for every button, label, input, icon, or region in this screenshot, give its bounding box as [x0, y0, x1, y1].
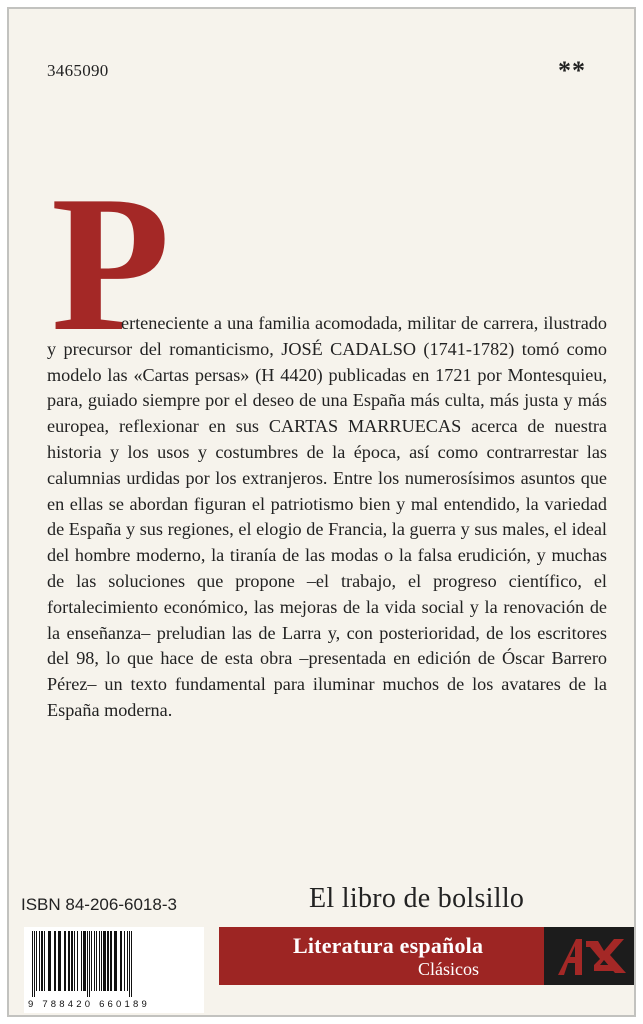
barcode-bar: [77, 931, 78, 991]
series-name: El libro de bolsillo: [309, 883, 525, 914]
barcode-bar: [89, 931, 90, 997]
catalog-number: 3465090: [47, 61, 109, 80]
collection-subtitle: Clásicos: [418, 959, 479, 979]
barcode-bar: [91, 931, 92, 991]
alianza-logo-glyph: [554, 933, 630, 979]
barcode-bar: [99, 931, 100, 991]
rating-mark: **: [558, 56, 586, 85]
barcode-bar: [41, 931, 43, 991]
isbn-label: ISBN 84-206-6018-3: [21, 895, 177, 914]
blurb-text: erteneciente a una familia acomodada, militar de carrera, ilustrado y precursor del romanticismo, JOSÉ CADALSO (1741-1782) tomó como modelo las «Cartas persas» (H 4420) publicadas en 1721 por Montesquieu, para, guiado siempre por el deseo de una España más culta, más justa y más europea, reflexionar en sus CARTAS MARRUECAS acerca de nuestra historia y los usos y costumbres de la época, así como contrarrestar las calumnias urdidas por los extranjeros. Entre los numerosísimos asuntos que en ellas se abordan figuran el patriotismo bien y mal entendido, la variedad de España y sus regiones, el elogio de Francia, la guerra y sus males, el ideal del hombre moderno, la tiranía de las modas o la falsa erudición, y muchas de las soluciones que propone –el trabajo, el progreso científico, el fortalecimiento económico, las mejoras de la vida social y la renovación de la enseñanza– preludian las de Larra y, con posterioridad, de los escritores del 98, lo que hace de esta obra –presentada en edición de Óscar Barrero Pérez– un texto fundamental para iluminar muchos de los avatares de la España moderna.: [47, 313, 607, 720]
barcode-bar: [48, 931, 51, 991]
barcode-bar: [96, 931, 97, 991]
barcode-bar: [34, 931, 35, 997]
barcode-bar: [64, 931, 66, 991]
book-back-cover: [7, 7, 636, 1017]
barcode-bar: [87, 931, 88, 997]
barcode-bar: [120, 931, 122, 991]
barcode-bar: [83, 931, 86, 991]
dropcap-letter: P: [51, 156, 171, 372]
alianza-logo-icon: [544, 927, 636, 985]
barcode-bar: [81, 931, 82, 991]
barcode-digits: 9 788420 660189: [28, 999, 150, 1010]
barcode-bar: [103, 931, 106, 991]
collection-title: Literatura española: [293, 933, 484, 958]
barcode-bar: [101, 931, 102, 991]
collection-band: [219, 927, 636, 985]
blurb-paragraph: [47, 311, 607, 724]
barcode-bar: [44, 931, 45, 991]
ean13-barcode-icon: [30, 931, 198, 997]
barcode-bar: [39, 931, 40, 991]
barcode-bar: [71, 931, 73, 991]
barcode-bar: [131, 931, 132, 997]
barcode-bar: [107, 931, 109, 991]
barcode-bar: [58, 931, 61, 991]
barcode-bar: [110, 931, 112, 991]
barcode-bar: [127, 931, 128, 991]
barcode-bar: [129, 931, 130, 997]
barcode-bar: [54, 931, 56, 991]
barcode-bar: [124, 931, 125, 991]
barcode-bar: [32, 931, 33, 997]
barcode-bar: [68, 931, 70, 991]
barcode-bar: [94, 931, 95, 991]
barcode: [24, 927, 204, 1013]
barcode-bar: [74, 931, 75, 991]
barcode-bar: [36, 931, 37, 991]
barcode-bar: [114, 931, 117, 991]
